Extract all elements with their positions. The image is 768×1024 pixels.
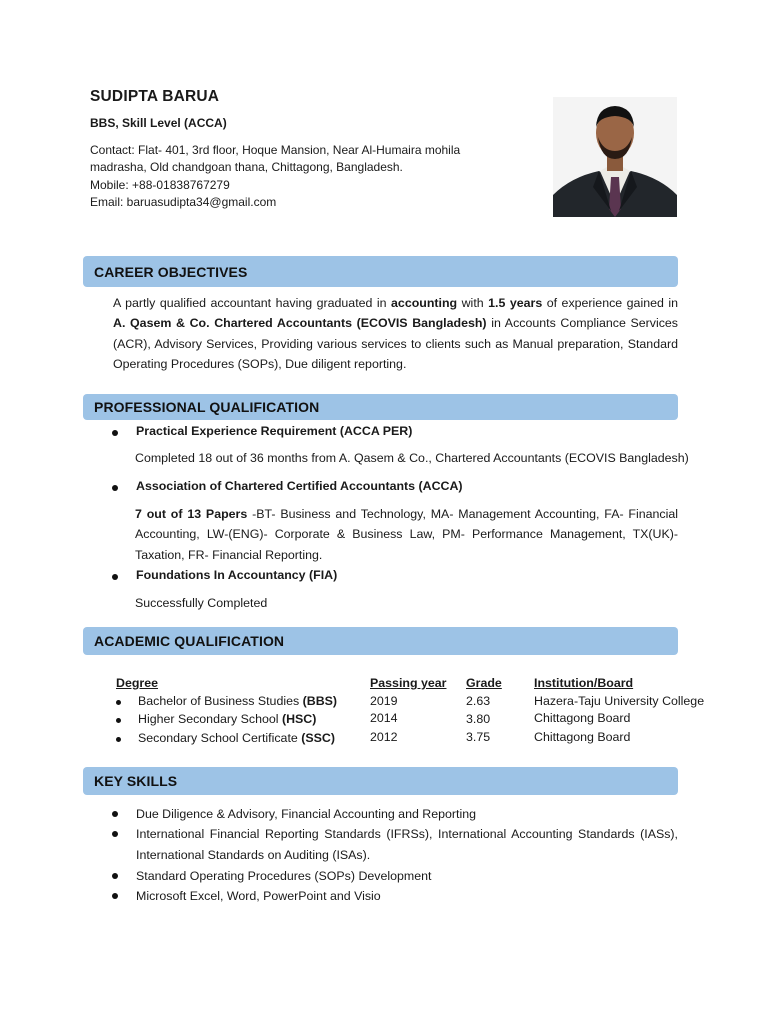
skill-text: Due Diligence & Advisory, Financial Accounting and Reporting <box>136 807 477 821</box>
section-title: CAREER OBJECTIVES <box>94 263 248 280</box>
list-item <box>112 886 678 907</box>
bullet-icon <box>112 430 118 436</box>
list-item <box>112 479 463 493</box>
table-cell-year: 2019 <box>370 694 398 708</box>
column-header-grade: Grade <box>466 676 502 690</box>
table-row: Secondary School Certificate (SSC) <box>138 731 335 745</box>
table-cell-year: 2012 <box>370 730 398 744</box>
section-title: PROFESSIONAL QUALIFICATION <box>94 399 320 415</box>
skill-text: International Financial Reporting Standards (IFRSs), International Accounting Standards (IASs), International Standards on Auditing (ISAs). <box>136 827 678 862</box>
table-row: Bachelor of Business Studies (BBS) <box>138 694 338 708</box>
qualification-detail: 7 out of 13 Papers -BT- Business and Technology, MA- Management Accounting, FA- Financial Accounting, LW-(ENG)- Corporate & Business Law, PM- Performance Management, TX(UK)- Taxation, FR- Financial Reporting. <box>135 507 678 562</box>
column-header-degree: Degree <box>116 676 159 690</box>
qualification-detail: Completed 18 out of 36 months from A. Qasem & Co., Chartered Accountants (ECOVIS Bangladesh) <box>135 451 689 465</box>
list-item <box>112 866 678 887</box>
table-cell-grade: 3.80 <box>466 712 491 726</box>
contact-block <box>90 142 510 211</box>
skill-text: Microsoft Excel, Word, PowerPoint and Visio <box>136 889 381 903</box>
bullet-icon <box>112 485 118 491</box>
column-header-institution: Institution/Board <box>534 676 634 690</box>
table-row: Higher Secondary School (HSC) <box>138 712 317 726</box>
section-title: ACADEMIC QUALIFICATION <box>94 633 285 649</box>
column-header-year: Passing year <box>370 676 447 690</box>
bullet-icon <box>116 700 121 705</box>
career-objective-text: A partly qualified accountant having graduated in accounting with 1.5 years of experience gained in A. Qasem & Co. Chartered Accountants (ECOVIS Bangladesh) in Accounts Compliance Services (ACR), Advisory Services, Providing various services to clients such as Manual preparation, Standard Operating Procedures (SOPs), Due diligent reporting. <box>113 296 679 371</box>
list-item <box>112 424 412 438</box>
table-cell-grade: 3.75 <box>466 730 491 744</box>
table-cell-institution: Chittagong Board <box>534 711 631 725</box>
bullet-icon <box>112 811 118 817</box>
section-title: KEY SKILLS <box>94 773 178 789</box>
list-item <box>112 824 678 865</box>
table-cell-grade: 2.63 <box>466 694 491 708</box>
professional-qualification-header <box>83 394 678 420</box>
qualification-heading: Foundations In Accountancy (FIA) <box>136 568 338 582</box>
contact-mobile: Mobile: +88-01838767279 <box>90 177 230 192</box>
bullet-icon <box>116 737 121 742</box>
table-cell-year: 2014 <box>370 711 398 725</box>
profile-photo <box>553 97 677 217</box>
bullet-icon <box>112 873 118 879</box>
skill-text: Standard Operating Procedures (SOPs) Development <box>136 869 432 883</box>
qualification-heading: Association of Chartered Certified Accountants (ACCA) <box>136 479 463 493</box>
candidate-name: SUDIPTA BARUA <box>90 88 220 105</box>
list-item <box>112 804 678 825</box>
key-skills-header <box>83 767 678 795</box>
table-cell-institution: Chittagong Board <box>534 730 631 744</box>
qualification-heading: Practical Experience Requirement (ACCA PER) <box>136 424 413 438</box>
bullet-icon <box>112 893 118 899</box>
table-cell-institution: Hazera-Taju University College <box>534 694 705 708</box>
contact-email: Email: baruasudipta34@gmail.com <box>90 194 277 209</box>
academic-qualification-header <box>83 627 678 655</box>
contact-address-line2: madrasha, Old chandgoan thana, Chittagong, Bangladesh. <box>90 160 403 175</box>
bullet-icon <box>112 574 118 580</box>
list-item <box>112 568 337 582</box>
bullet-icon <box>116 718 121 723</box>
qualification-detail: Successfully Completed <box>135 596 268 610</box>
career-objectives-header <box>83 256 678 287</box>
candidate-subtitle: BBS, Skill Level (ACCA) <box>90 116 227 130</box>
contact-address-line1: Contact: Flat- 401, 3rd floor, Hoque Mansion, Near Al-Humaira mohila <box>90 143 461 157</box>
bullet-icon <box>112 831 118 837</box>
